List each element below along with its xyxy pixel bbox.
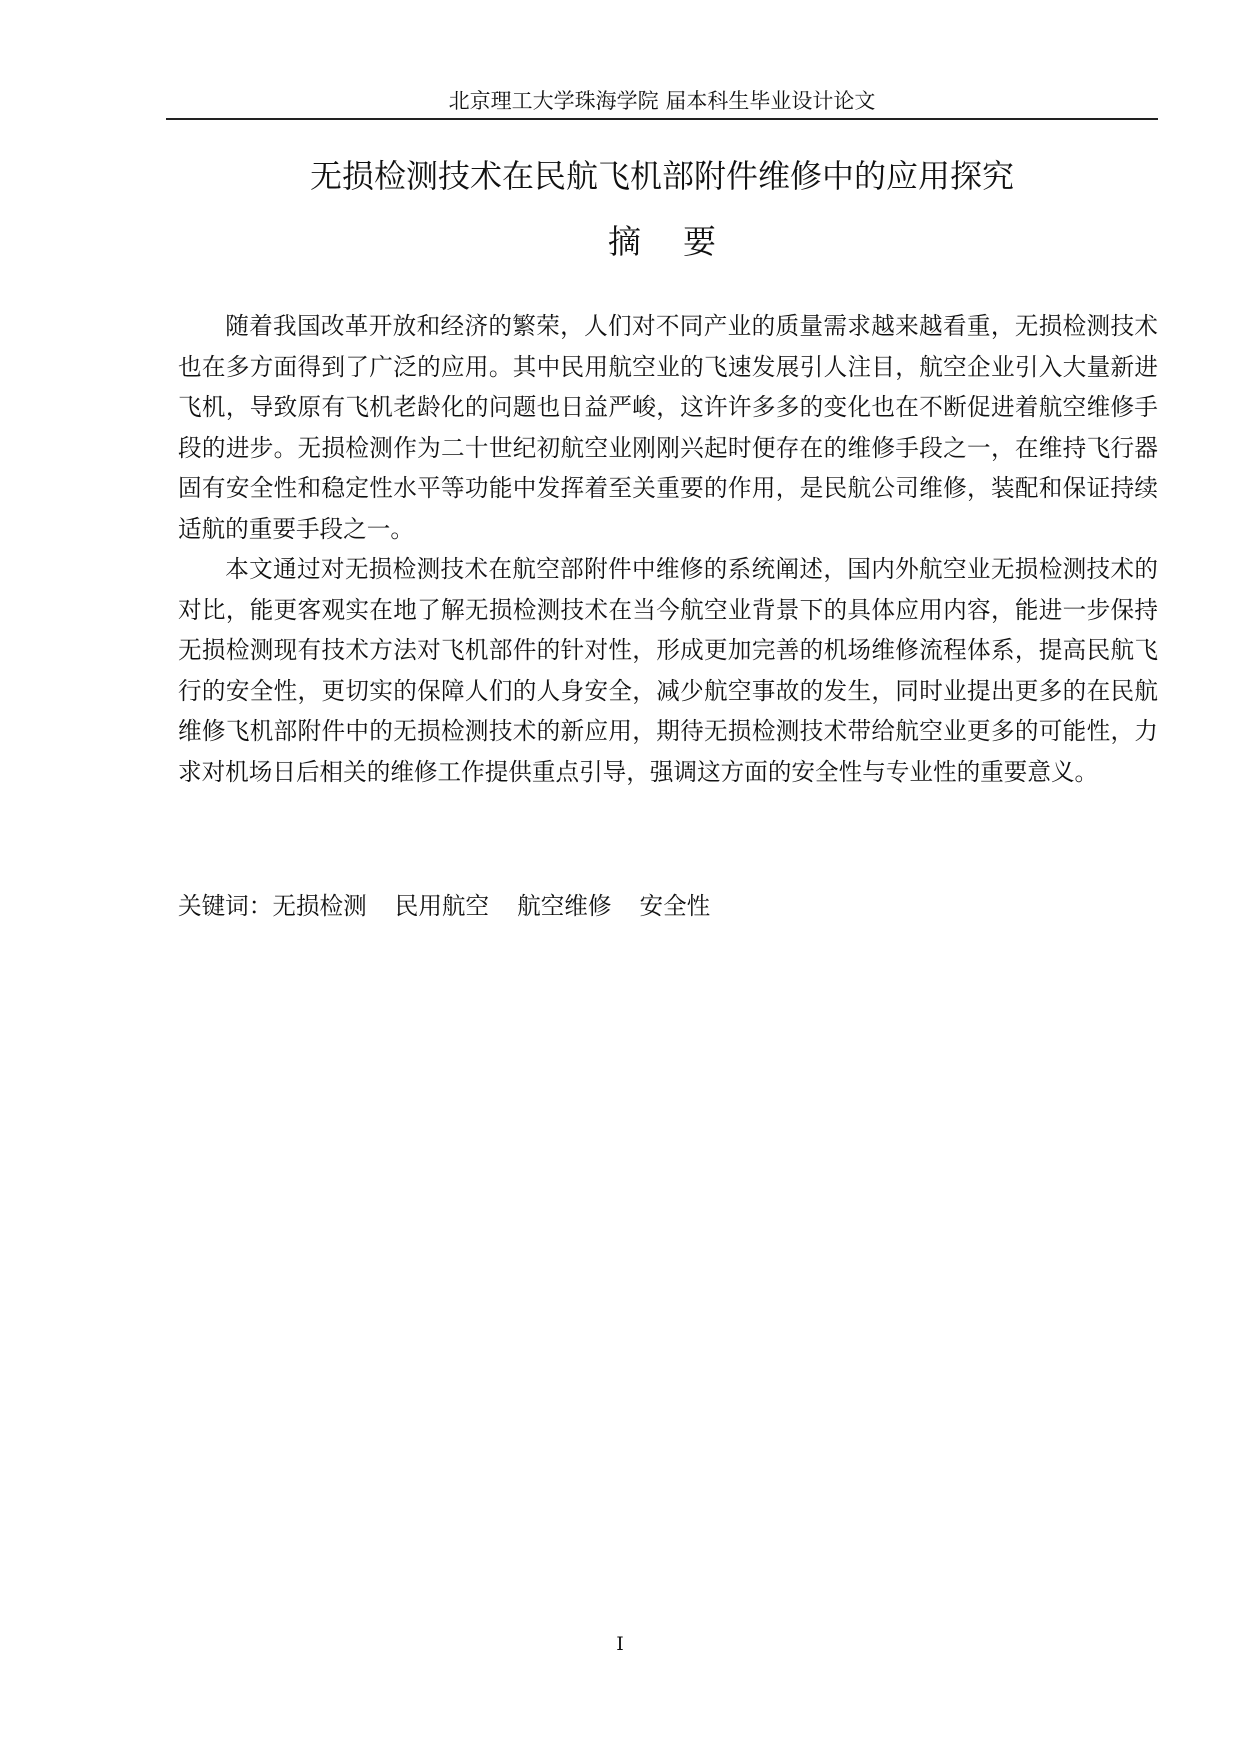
keyword: 航空维修: [517, 892, 612, 920]
running-header: 北京理工大学珠海学院 届本科生毕业设计论文: [448, 89, 876, 113]
keyword: 无损检测: [272, 892, 367, 920]
keyword: 民用航空: [394, 892, 490, 920]
thesis-title: 无损检测技术在民航飞机部附件维修中的应用探究: [309, 157, 1014, 195]
page-number: I: [616, 1633, 624, 1655]
abstract-heading: 摘 要: [608, 222, 716, 261]
keyword: 安全性: [639, 892, 711, 920]
header-divider: [166, 118, 1158, 120]
keywords-label: 关键词：: [178, 892, 273, 920]
abstract-paragraph: 随着我国改革开放和经济的繁荣，人们对不同产业的质量需求越来越看重，无损检测技术也在多方面得到了广泛的应用。其中民用航空业的飞速发展引人注目，航空企业引入大量新进飞机，导致原有飞机老龄化的问题也日益严峻，这许许多多的变化也在不断促进着航空维修手段的进步。无损检测作为二十世纪初航空业刚刚兴起时便存在的维修手段之一，在维持飞行器固有安全性和稳定性水平等功能中发挥着至关重要的作用，是民航公司维修，装配和保证持续适航的重要手段之一。: [178, 312, 1158, 543]
keywords-line: [178, 886, 1158, 926]
abstract-paragraph: 本文通过对无损检测技术在航空部附件中维修的系统阐述，国内外航空业无损检测技术的对比，能更客观实在地了解无损检测技术在当今航空业背景下的具体应用内容，能进一步保持无损检测现有技术方法对飞机部件的针对性，形成更加完善的机场维修流程体系，提高民航飞行的安全性，更切实的保障人们的人身安全，减少航空事故的发生，同时业提出更多的在民航维修飞机部附件中的无损检测技术的新应用，期待无损检测技术带给航空业更多的可能性，力求对机场日后相关的维修工作提供重点引导，强调这方面的安全性与专业性的重要意义。: [178, 555, 1158, 786]
abstract-body: [178, 306, 1158, 792]
